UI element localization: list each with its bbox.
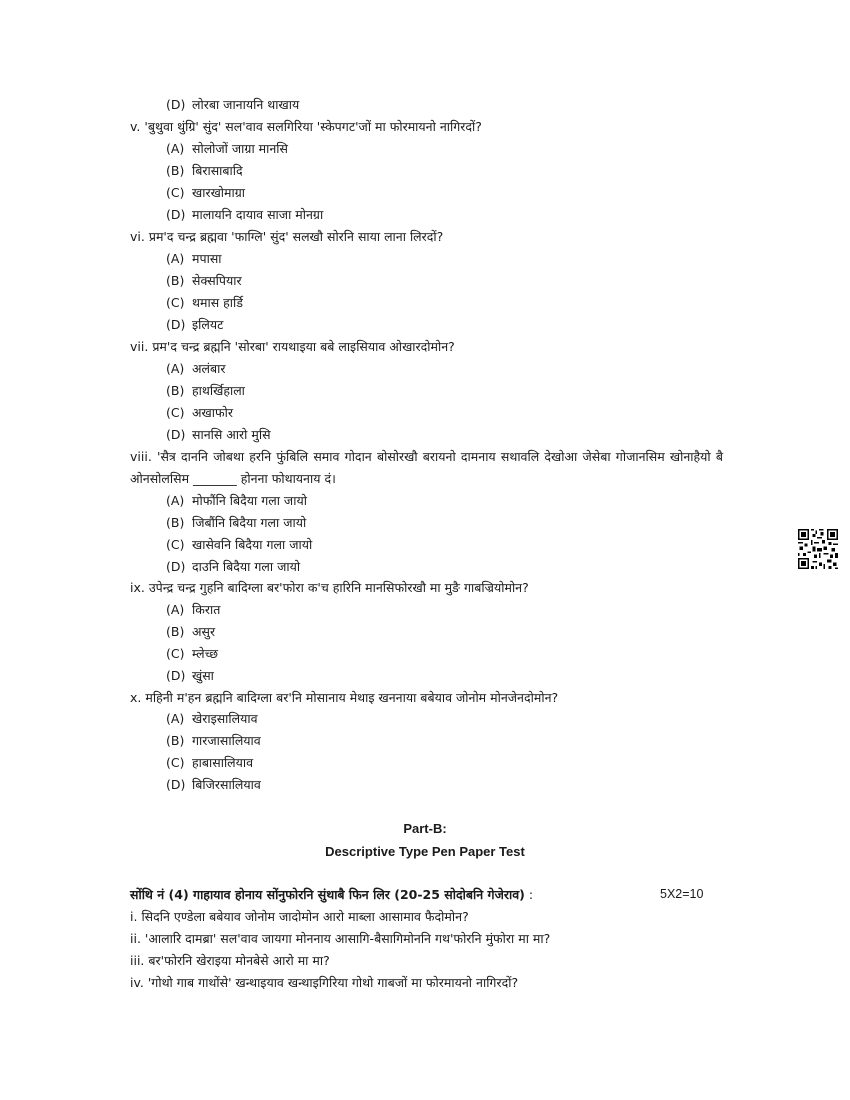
option-letter: (C) <box>166 295 185 310</box>
question-text: प्रम'द चन्द्र ब्रह्मनि 'सोरबा' रायथाइया बबे लाइसियाव ओखारदोमोन? <box>152 339 455 354</box>
list-item <box>130 975 518 991</box>
option-text: सेक्सपियार <box>192 273 242 288</box>
option-text: असुर <box>192 624 216 639</box>
option-text: सोलोजों जाग्रा मानसि <box>192 141 288 156</box>
option-letter: (A) <box>166 361 185 376</box>
question-number: ii. <box>130 931 141 946</box>
question-text: महिनी म'हन ब्रह्मनि बादिग्ला बर'नि मोसानाय मेथाइ खननाया बबेयाव जोनोम मोनजेनदोमोन? <box>145 690 559 705</box>
question-number: iv. <box>130 975 144 990</box>
option-text: खासेवनि बिदैया गला जायो <box>192 537 313 552</box>
option-letter: (B) <box>166 515 185 530</box>
option-letter: (C) <box>166 405 185 420</box>
option-letter: (C) <box>166 537 185 552</box>
list-item <box>166 97 299 113</box>
list-item <box>130 953 330 969</box>
section-instruction <box>130 887 533 903</box>
option-letter: (D) <box>166 668 186 683</box>
instruction-text: सोंथि नं (4) गाहायाव होनाय सोंनुफोरनि सुंथाबै फिन लिर (20-25 सोदोबनि गेजेराव) <box>130 887 525 902</box>
list-item <box>166 515 306 531</box>
option-text: इलियट <box>192 317 224 332</box>
option-text: हाथर्खिहाला <box>192 383 245 398</box>
question-number: iii. <box>130 953 145 968</box>
question-text: सिदनि एण्डेला बबेयाव जोनोम जादोमोन आरो माब्ला आसामाव फैदोमोन? <box>141 909 469 924</box>
list-item <box>166 251 222 267</box>
option-text: खुंसा <box>192 668 214 683</box>
option-letter: (A) <box>166 251 185 266</box>
option-text: बिजिरसालियाव <box>192 777 261 792</box>
option-text: म्लेच्छ <box>192 646 218 661</box>
option-text: गारजासालियाव <box>192 733 261 748</box>
option-text: लोरबा जानायनि थाखाय <box>192 97 300 112</box>
question-text: उपेन्द्र चन्द्र गुहनि बादिग्ला बर'फोरा क'च हारिनि मानसिफोरखौ मा मुङै गाबज्रियोमोन? <box>148 580 529 595</box>
option-text: दाउनि बिदैया गला जायो <box>192 559 301 574</box>
qr-code-icon <box>798 529 838 569</box>
question-vi <box>130 229 443 245</box>
question-vii <box>130 339 455 355</box>
list-item <box>166 602 220 618</box>
option-letter: (D) <box>166 97 186 112</box>
option-letter: (B) <box>166 163 185 178</box>
list-item <box>166 668 214 684</box>
question-number: x. <box>130 690 142 705</box>
question-number: v. <box>130 119 141 134</box>
option-letter: (D) <box>166 317 186 332</box>
option-letter: (D) <box>166 777 186 792</box>
list-item <box>130 909 469 925</box>
option-text: बिरासाबादि <box>192 163 243 178</box>
option-letter: (D) <box>166 207 186 222</box>
list-item <box>166 427 271 443</box>
option-text: मोफौंनि बिदैया गला जायो <box>192 493 307 508</box>
list-item <box>166 405 233 421</box>
question-text: प्रम'द चन्द्र ब्रह्मवा 'फाग्लि' सुंद' सलखौ सोरनि साया लाना लिरदों? <box>148 229 444 244</box>
option-letter: (A) <box>166 602 185 617</box>
option-letter: (C) <box>166 185 185 200</box>
list-item <box>166 493 307 509</box>
option-letter: (C) <box>166 755 185 770</box>
list-item <box>166 624 215 640</box>
option-text: सानसि आरो मुसि <box>192 427 271 442</box>
question-x <box>130 690 558 706</box>
option-letter: (B) <box>166 273 185 288</box>
option-text: खारखोमाग्रा <box>192 185 246 200</box>
option-letter: (C) <box>166 646 185 661</box>
list-item <box>130 931 550 947</box>
list-item <box>166 141 288 157</box>
option-letter: (A) <box>166 141 185 156</box>
option-letter: (A) <box>166 711 185 726</box>
list-item <box>166 383 245 399</box>
list-item <box>166 207 323 223</box>
question-number: vi. <box>130 229 145 244</box>
list-item <box>166 646 218 662</box>
option-text: मपासा <box>192 251 222 266</box>
question-number: i. <box>130 909 138 924</box>
part-b-subtitle: Descriptive Type Pen Paper Test <box>325 844 525 859</box>
question-viii <box>130 446 723 490</box>
list-item <box>166 273 242 289</box>
question-text: 'गोथो गाब गाथोंसे' खन्थाइयाव खन्थाइगिरिया गोथो गाबजों मा फोरमायनो नागिरदों? <box>147 975 519 990</box>
option-letter: (B) <box>166 624 185 639</box>
option-letter: (D) <box>166 427 186 442</box>
list-item <box>166 777 261 793</box>
option-text: अखाफोर <box>192 405 234 420</box>
list-item <box>166 733 261 749</box>
option-text: अलंबार <box>192 361 226 376</box>
question-text: 'सैत्र दाननि जोबथा हरनि फुंबिलि समाव गोदान बोसोरखौ बरायनो दामनाय सथावलि देखोआ जेसेबा गोजानसिम खोनाहैयो बै ओनसोलसिम _______ होनना फोथायनाय दं। <box>130 449 723 486</box>
list-item <box>166 537 312 553</box>
list-item <box>166 163 243 179</box>
list-item <box>166 361 226 377</box>
question-text: 'आलारि दामब्रा' सल'वाव जायगा मोननाय आसागि-बैसागिमोननि गथ'फोरनि मुंफोरा मा मा? <box>144 931 551 946</box>
instruction-colon: : <box>524 887 534 902</box>
list-item <box>166 295 243 311</box>
option-text: जिबौंनि बिदैया गला जायो <box>192 515 307 530</box>
question-number: viii. <box>130 449 152 464</box>
list-item <box>166 559 300 575</box>
option-text: खेराइसालियाव <box>192 711 258 726</box>
question-ix <box>130 580 529 596</box>
question-text: 'बुथुवा थुंग्रि' सुंद' सल'वाव सलगिरिया 'स्केपगट'जों मा फोरमायनो नागिरदों? <box>144 119 482 134</box>
list-item <box>166 755 253 771</box>
list-item <box>166 185 245 201</box>
question-v <box>130 119 482 135</box>
marks-label: 5X2=10 <box>660 887 704 901</box>
question-text: बर'फोरनि खेराइया मोनबेसे आरो मा मा? <box>148 953 330 968</box>
option-text: किरात <box>192 602 221 617</box>
question-number: vii. <box>130 339 149 354</box>
option-text: थमास हार्डि <box>192 295 243 310</box>
option-letter: (B) <box>166 383 185 398</box>
list-item <box>166 317 223 333</box>
part-b-title: Part-B: <box>403 821 447 836</box>
option-text: मालायनि दायाव साजा मोनग्रा <box>192 207 324 222</box>
question-number: ix. <box>130 580 145 595</box>
list-item <box>166 711 258 727</box>
option-letter: (A) <box>166 493 185 508</box>
option-letter: (D) <box>166 559 186 574</box>
option-text: हाबासालियाव <box>192 755 254 770</box>
option-letter: (B) <box>166 733 185 748</box>
